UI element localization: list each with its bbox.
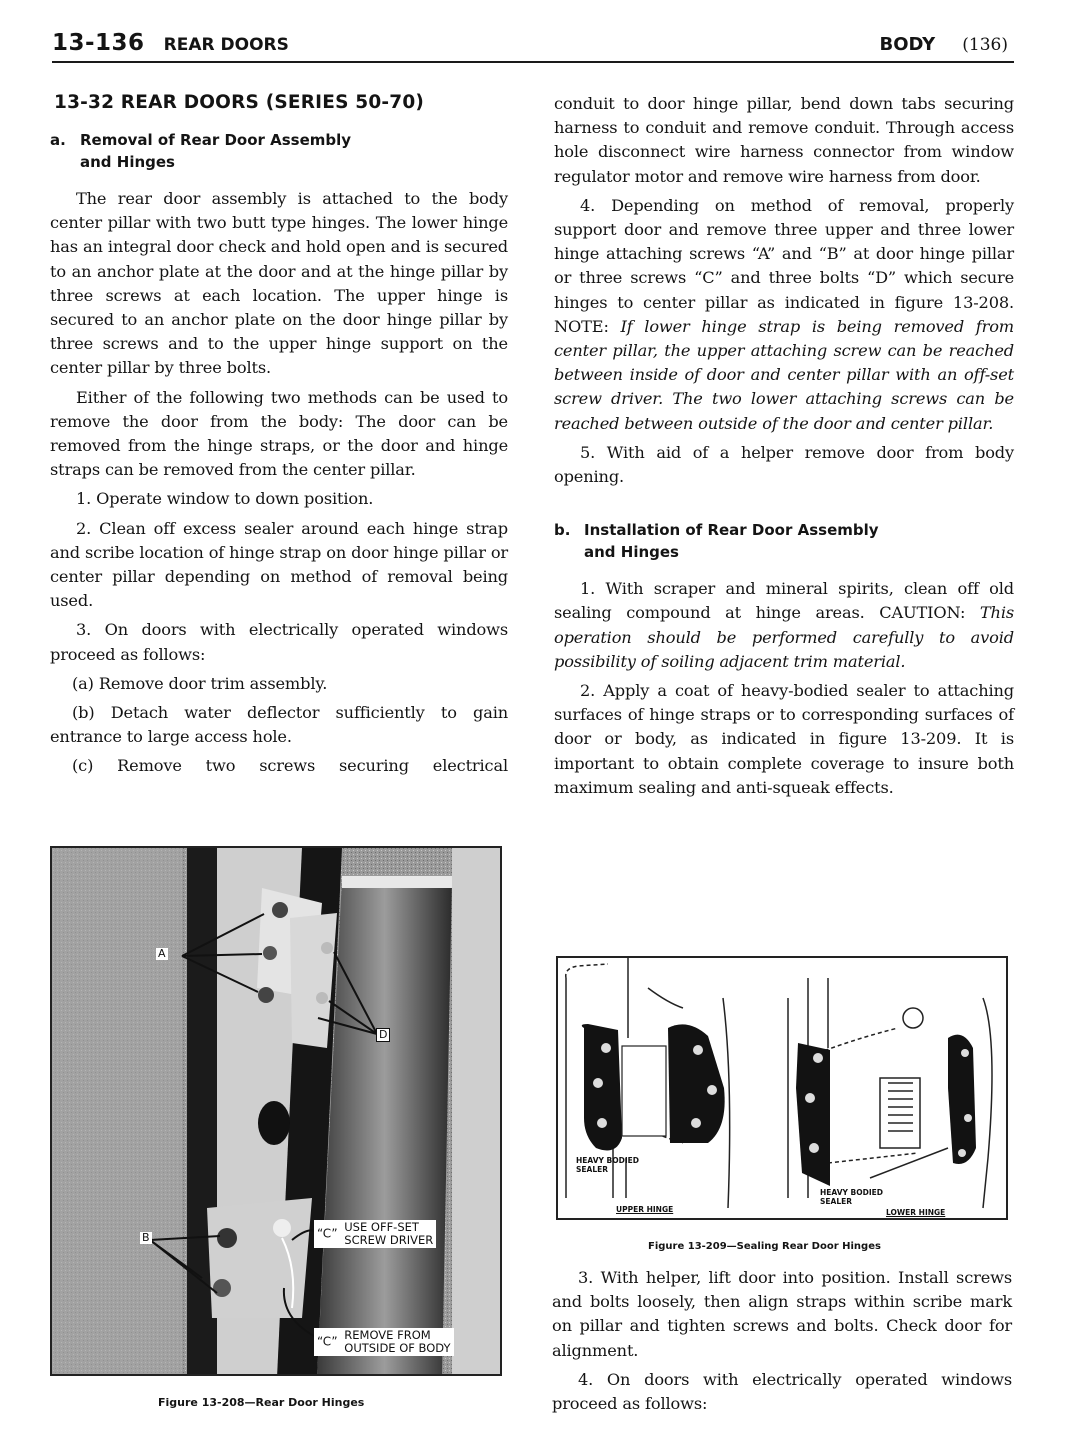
label-upper-hinge: UPPER HINGE bbox=[616, 1205, 674, 1214]
callout-label-b: B bbox=[142, 1231, 150, 1244]
step-3a: (a) Remove door trim assembly. bbox=[72, 673, 328, 693]
callout-label-d: D bbox=[376, 1028, 390, 1042]
install-step-2: 2. Apply a coat of heavy-bodied sealer to attaching surfaces of hinge straps or to corresponding surfaces of door or body, as indicated in figure 13-209. It is important to obtain complete coverage to insure both maximum sealing and anti-squeak effects. bbox=[554, 681, 1014, 797]
install-step-4: 4. On doors with electrically operated windows proceed as follows: bbox=[552, 1369, 1012, 1414]
label-sealer-lower bbox=[820, 1188, 883, 1206]
subsection-a-title-line1: Removal of Rear Door Assembly bbox=[80, 131, 352, 149]
page-header bbox=[52, 28, 1014, 68]
subsection-b-title-line1: Installation of Rear Door Assembly bbox=[584, 521, 879, 540]
running-section-name: REAR DOORS bbox=[163, 35, 289, 55]
header-left bbox=[52, 30, 289, 56]
step-3b: (b) Detach water deflector sufficiently to gain entrance to large access hole. bbox=[50, 703, 508, 747]
step-4-note: If lower hinge strap is being removed from center pillar, the upper attaching screw can be reached between inside of door and center pillar with an off-set screw driver. The two lower attaching screws can be reached between outside of the door and center pillar. bbox=[554, 316, 1014, 433]
install-step-3: 3. With helper, lift door into position. Install screws and bolts loosely, then align straps within scribe mark on pillar and tighten screws and bolts. Check door for alignment. bbox=[552, 1268, 1012, 1360]
step-4-text: 4. Depending on method of removal, properly support door and remove three upper and three lower hinge attaching screws “A” and “B” at door hinge pillar or three screws “C” and three bolts “D” which secure hinges to center pillar as indicated in figure 13-208. NOTE: bbox=[554, 195, 1014, 336]
callout-c2-letter: “C” bbox=[317, 1334, 338, 1349]
page-code: 13-136 bbox=[52, 30, 145, 56]
install-step-1-caution: This operation should be performed carefully to avoid possibility of soiling adjacent trim material. bbox=[554, 603, 1014, 671]
callout-c1-letter: “C” bbox=[317, 1226, 338, 1241]
left-column bbox=[50, 90, 508, 784]
figure-13-209-caption: Figure 13-209—Sealing Rear Door Hinges bbox=[648, 1241, 881, 1252]
label-sealer-upper bbox=[576, 1156, 639, 1174]
subsection-b-title-line2: and Hinges bbox=[584, 543, 679, 562]
label-sealer-lower-line2: SEALER bbox=[820, 1197, 853, 1206]
label-lower-hinge: LOWER HINGE bbox=[886, 1208, 946, 1217]
callout-c-remove-outside bbox=[314, 1328, 454, 1356]
label-sealer-upper-line1: HEAVY BODIED bbox=[576, 1156, 639, 1165]
callout-c-offset-screwdriver bbox=[314, 1220, 436, 1248]
callout-c1-line2: SCREW DRIVER bbox=[344, 1233, 434, 1247]
step-3: 3. On doors with electrically operated windows proceed as follows: bbox=[50, 620, 508, 664]
rear-door-hinge-photo-illustration bbox=[52, 848, 502, 1376]
callout-label-a: A bbox=[158, 947, 166, 960]
step-4 bbox=[554, 194, 1014, 436]
callout-c2-line1: REMOVE FROM bbox=[344, 1328, 431, 1342]
header-rule bbox=[52, 61, 1014, 63]
subsection-a-heading bbox=[50, 129, 508, 173]
section-title: 13-32 REAR DOORS (SERIES 50-70) bbox=[54, 92, 425, 113]
sealing-hinges-illustration bbox=[558, 958, 1008, 1220]
step-1: 1. Operate window to down position. bbox=[76, 489, 374, 509]
step-3c: (c) Remove two screws securing electrical bbox=[72, 756, 508, 776]
step-2: 2. Clean off excess sealer around each hinge strap and scribe location of hinge strap on door hinge pillar or center pillar depending on method of removal being used. bbox=[50, 518, 508, 611]
subsection-a-tag: a. bbox=[50, 131, 66, 149]
step-5: 5. With aid of a helper remove door from body opening. bbox=[554, 442, 1014, 487]
install-step-1 bbox=[554, 577, 1014, 674]
label-sealer-upper-line2: SEALER bbox=[576, 1165, 609, 1174]
subsection-b-heading bbox=[554, 519, 1014, 563]
paragraph-methods: Either of the following two methods can be used to remove the door from the body: The door can be removed from the hinge straps, or the door and hinge straps can be removed from the center pillar. bbox=[50, 387, 508, 480]
figure-13-209-drawing bbox=[556, 956, 1008, 1220]
label-sealer-lower-line1: HEAVY BODIED bbox=[820, 1188, 883, 1197]
book-section: BODY bbox=[879, 34, 936, 55]
step-3c-continued: conduit to door hinge pillar, bend down tabs securing harness to conduit and remove conduit. Through access hole disconnect wire harness connector from window regulator motor and remove wire harness from door. bbox=[554, 94, 1014, 186]
header-right bbox=[880, 34, 1009, 55]
install-step-1-text: 1. With scraper and mineral spirits, clean off old sealing compound at hinge areas. CAUTION: bbox=[554, 579, 1014, 623]
subsection-a-title-line2: and Hinges bbox=[80, 153, 175, 171]
paragraph-intro: The rear door assembly is attached to the body center pillar with two butt type hinges. The lower hinge has an integral door check and hold open and is secured to an anchor plate at the door and at the hinge pillar by three screws at each location. The upper hinge is secured to an anchor plate on the door hinge pillar by three screws and to the upper hinge support on the center pillar by three bolts. bbox=[50, 189, 508, 378]
callout-c1-line1: USE OFF-SET bbox=[344, 1220, 419, 1234]
figure-13-208-photo bbox=[50, 846, 502, 1376]
callout-c2-line2: OUTSIDE OF BODY bbox=[344, 1341, 451, 1355]
subsection-b-tag: b. bbox=[554, 521, 571, 540]
page-number: (136) bbox=[962, 35, 1008, 55]
right-column bbox=[554, 92, 1014, 805]
right-column-bottom bbox=[552, 1266, 1012, 1421]
figure-13-208-caption: Figure 13-208—Rear Door Hinges bbox=[158, 1396, 365, 1409]
